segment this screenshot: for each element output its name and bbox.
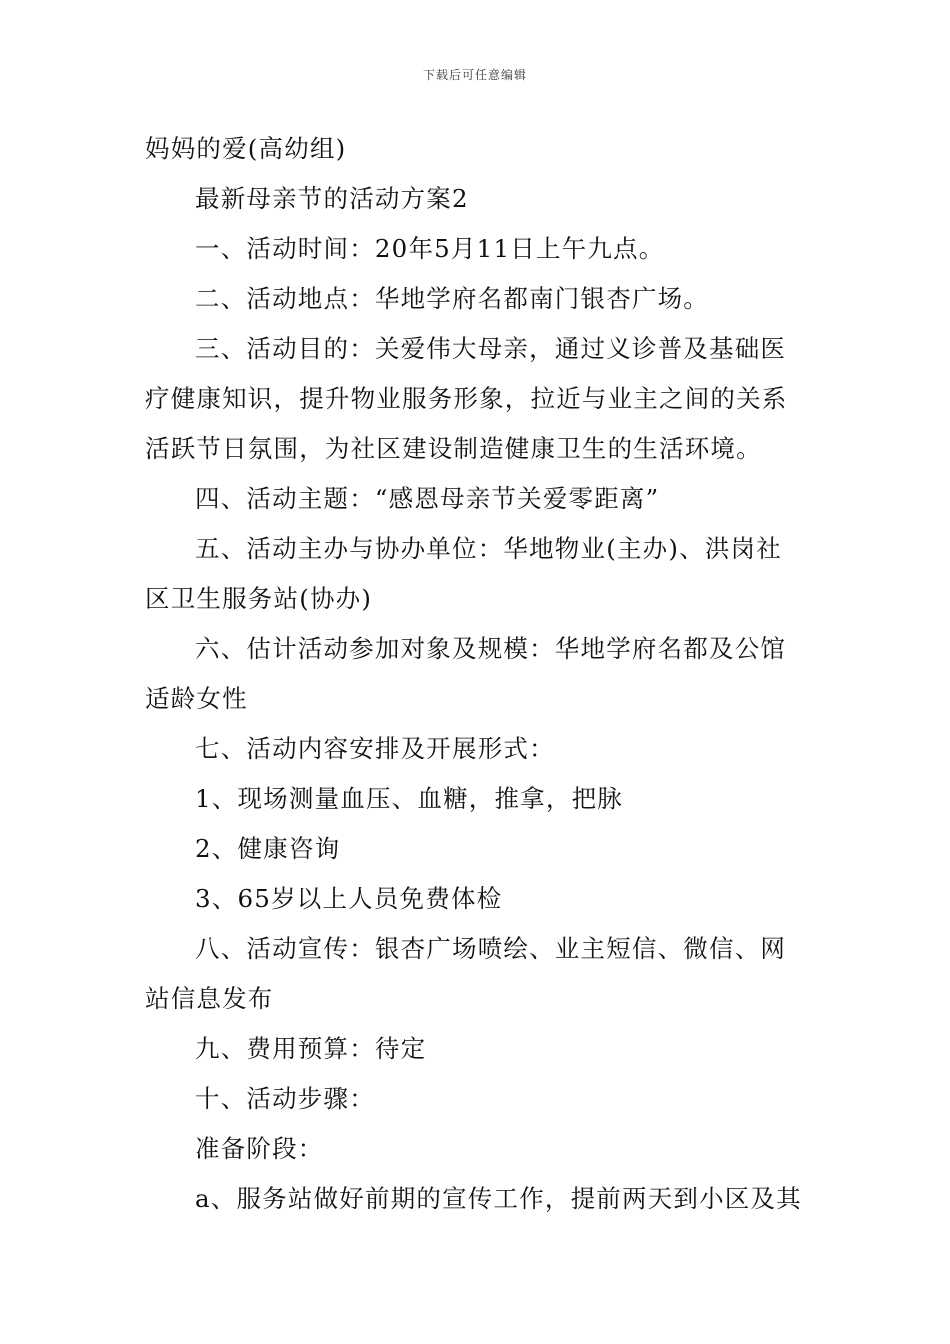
text-line: 适龄女性	[145, 684, 248, 713]
text-line: 准备阶段：	[195, 1134, 324, 1163]
document-body	[145, 124, 807, 1224]
text-line: 疗健康知识，提升物业服务形象，拉近与业主之间的关系	[145, 384, 788, 413]
text-line: 二、活动地点：华地学府名都南门银杏广场。	[195, 284, 709, 313]
text-line: 站信息发布	[145, 984, 274, 1013]
text-line: 四、活动主题：“感恩母亲节关爱零距离”	[195, 484, 660, 513]
text-line: 区卫生服务站(协办)	[145, 584, 373, 613]
text-line: 五、活动主办与协办单位：华地物业(主办)、洪岗社	[195, 534, 782, 563]
text-line: 八、活动宣传：银杏广场喷绘、业主短信、微信、网	[195, 934, 787, 963]
text-line: 1、现场测量血压、血糖，推拿，把脉	[195, 784, 623, 813]
page-header: 下载后可任意编辑	[422, 68, 527, 82]
text-line: 一、活动时间：20年5月11日上午九点。	[195, 234, 665, 263]
text-line: 七、活动内容安排及开展形式：	[195, 734, 555, 763]
text-line: 六、估计活动参加对象及规模：华地学府名都及公馆	[195, 634, 787, 663]
text-line: 最新母亲节的活动方案2	[195, 184, 469, 213]
text-line: 十、活动步骤：	[195, 1084, 375, 1113]
text-line: 活跃节日氛围，为社区建设制造健康卫生的生活环境。	[145, 434, 762, 463]
text-line: 三、活动目的：关爱伟大母亲，通过义诊普及基础医	[195, 334, 787, 363]
text-line: 3、65岁以上人员免费体检	[195, 884, 503, 913]
text-line: 妈妈的爱(高幼组)	[145, 134, 347, 163]
text-line: 九、费用预算：待定	[195, 1034, 427, 1063]
text-line: a、服务站做好前期的宣传工作，提前两天到小区及其	[195, 1184, 802, 1213]
text-line: 2、健康咨询	[195, 834, 341, 863]
